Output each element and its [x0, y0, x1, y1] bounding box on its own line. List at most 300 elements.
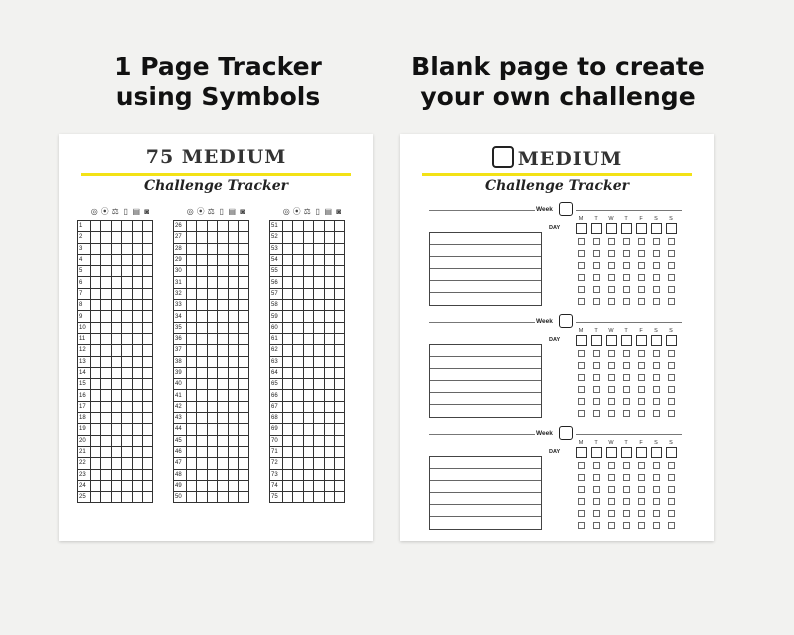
check-cell[interactable] — [303, 446, 313, 457]
check-cell[interactable] — [122, 356, 132, 367]
check-cell[interactable] — [228, 356, 238, 367]
check-cell[interactable] — [142, 424, 152, 435]
check-cell[interactable] — [101, 345, 111, 356]
check-cell[interactable] — [283, 311, 293, 322]
check-cell[interactable] — [228, 266, 238, 277]
check-cell[interactable] — [218, 413, 228, 424]
check-cell[interactable] — [111, 458, 121, 469]
habit-checkbox[interactable] — [638, 510, 645, 517]
habit-checkbox[interactable] — [668, 386, 675, 393]
check-cell[interactable] — [283, 458, 293, 469]
habit-line[interactable] — [430, 369, 541, 381]
check-cell[interactable] — [283, 300, 293, 311]
check-cell[interactable] — [303, 413, 313, 424]
check-cell[interactable] — [197, 311, 207, 322]
check-cell[interactable] — [293, 424, 303, 435]
habit-checkbox[interactable] — [608, 238, 615, 245]
check-cell[interactable] — [314, 356, 324, 367]
check-cell[interactable] — [142, 356, 152, 367]
check-cell[interactable] — [197, 221, 207, 232]
check-cell[interactable] — [228, 469, 238, 480]
check-cell[interactable] — [91, 311, 101, 322]
check-cell[interactable] — [228, 311, 238, 322]
habit-checkbox[interactable] — [638, 374, 645, 381]
check-cell[interactable] — [207, 288, 217, 299]
check-cell[interactable] — [324, 277, 334, 288]
check-cell[interactable] — [283, 288, 293, 299]
check-cell[interactable] — [314, 311, 324, 322]
check-cell[interactable] — [91, 469, 101, 480]
check-cell[interactable] — [283, 435, 293, 446]
check-cell[interactable] — [238, 311, 248, 322]
check-cell[interactable] — [314, 367, 324, 378]
habit-line[interactable] — [430, 357, 541, 369]
check-cell[interactable] — [101, 254, 111, 265]
check-cell[interactable] — [91, 446, 101, 457]
day-number-box[interactable] — [666, 447, 677, 458]
check-cell[interactable] — [197, 345, 207, 356]
check-cell[interactable] — [187, 435, 197, 446]
check-cell[interactable] — [283, 356, 293, 367]
habit-line[interactable] — [430, 405, 541, 416]
check-cell[interactable] — [187, 333, 197, 344]
habit-checkbox[interactable] — [608, 410, 615, 417]
habit-checkbox[interactable] — [653, 462, 660, 469]
check-cell[interactable] — [142, 413, 152, 424]
check-cell[interactable] — [122, 266, 132, 277]
check-cell[interactable] — [334, 435, 344, 446]
check-cell[interactable] — [293, 254, 303, 265]
habit-line[interactable] — [430, 457, 541, 469]
check-cell[interactable] — [101, 413, 111, 424]
check-cell[interactable] — [122, 322, 132, 333]
check-cell[interactable] — [122, 390, 132, 401]
check-cell[interactable] — [324, 469, 334, 480]
check-cell[interactable] — [228, 458, 238, 469]
check-cell[interactable] — [218, 379, 228, 390]
check-cell[interactable] — [187, 311, 197, 322]
check-cell[interactable] — [324, 288, 334, 299]
check-cell[interactable] — [122, 311, 132, 322]
check-cell[interactable] — [228, 322, 238, 333]
check-cell[interactable] — [334, 492, 344, 503]
check-cell[interactable] — [132, 367, 142, 378]
check-cell[interactable] — [91, 333, 101, 344]
habit-checkbox[interactable] — [608, 350, 615, 357]
habit-line[interactable] — [430, 257, 541, 269]
check-cell[interactable] — [101, 390, 111, 401]
check-cell[interactable] — [132, 232, 142, 243]
habit-line[interactable] — [430, 481, 541, 493]
check-cell[interactable] — [334, 401, 344, 412]
check-cell[interactable] — [218, 300, 228, 311]
check-cell[interactable] — [218, 356, 228, 367]
check-cell[interactable] — [334, 243, 344, 254]
check-cell[interactable] — [111, 367, 121, 378]
day-number-box[interactable] — [636, 223, 647, 234]
week-number-box[interactable] — [559, 426, 573, 440]
habit-checkbox[interactable] — [593, 474, 600, 481]
check-cell[interactable] — [132, 322, 142, 333]
check-cell[interactable] — [293, 480, 303, 491]
check-cell[interactable] — [228, 345, 238, 356]
day-number-box[interactable] — [576, 335, 587, 346]
check-cell[interactable] — [314, 379, 324, 390]
check-cell[interactable] — [228, 424, 238, 435]
check-cell[interactable] — [207, 232, 217, 243]
check-cell[interactable] — [334, 379, 344, 390]
check-cell[interactable] — [142, 277, 152, 288]
habit-checkbox[interactable] — [608, 250, 615, 257]
habit-line[interactable] — [430, 233, 541, 245]
check-cell[interactable] — [91, 492, 101, 503]
check-cell[interactable] — [314, 390, 324, 401]
habit-checkbox[interactable] — [593, 298, 600, 305]
check-cell[interactable] — [293, 311, 303, 322]
check-cell[interactable] — [111, 266, 121, 277]
check-cell[interactable] — [101, 333, 111, 344]
check-cell[interactable] — [187, 232, 197, 243]
check-cell[interactable] — [142, 390, 152, 401]
check-cell[interactable] — [218, 367, 228, 378]
check-cell[interactable] — [324, 480, 334, 491]
check-cell[interactable] — [101, 221, 111, 232]
check-cell[interactable] — [228, 446, 238, 457]
habit-checkbox[interactable] — [608, 522, 615, 529]
check-cell[interactable] — [207, 401, 217, 412]
check-cell[interactable] — [132, 300, 142, 311]
check-cell[interactable] — [197, 266, 207, 277]
check-cell[interactable] — [293, 492, 303, 503]
habit-checkbox[interactable] — [578, 262, 585, 269]
check-cell[interactable] — [238, 243, 248, 254]
check-cell[interactable] — [132, 424, 142, 435]
check-cell[interactable] — [111, 254, 121, 265]
check-cell[interactable] — [238, 435, 248, 446]
check-cell[interactable] — [228, 401, 238, 412]
habit-checkbox[interactable] — [593, 362, 600, 369]
check-cell[interactable] — [314, 243, 324, 254]
habit-checkbox[interactable] — [578, 474, 585, 481]
check-cell[interactable] — [142, 322, 152, 333]
check-cell[interactable] — [207, 480, 217, 491]
habit-checkbox[interactable] — [653, 398, 660, 405]
day-number-box[interactable] — [666, 223, 677, 234]
habit-checkbox[interactable] — [623, 386, 630, 393]
check-cell[interactable] — [218, 254, 228, 265]
check-cell[interactable] — [334, 221, 344, 232]
check-cell[interactable] — [91, 435, 101, 446]
check-cell[interactable] — [132, 345, 142, 356]
check-cell[interactable] — [218, 266, 228, 277]
check-cell[interactable] — [122, 379, 132, 390]
habit-checkbox[interactable] — [608, 274, 615, 281]
check-cell[interactable] — [293, 221, 303, 232]
check-cell[interactable] — [207, 390, 217, 401]
check-cell[interactable] — [187, 322, 197, 333]
check-cell[interactable] — [187, 288, 197, 299]
check-cell[interactable] — [122, 300, 132, 311]
habit-checkbox[interactable] — [623, 398, 630, 405]
check-cell[interactable] — [122, 458, 132, 469]
check-cell[interactable] — [314, 322, 324, 333]
check-cell[interactable] — [132, 356, 142, 367]
habit-checkbox[interactable] — [638, 298, 645, 305]
habit-checkbox[interactable] — [593, 510, 600, 517]
check-cell[interactable] — [122, 401, 132, 412]
habit-checkbox[interactable] — [653, 374, 660, 381]
check-cell[interactable] — [283, 446, 293, 457]
check-cell[interactable] — [228, 492, 238, 503]
check-cell[interactable] — [111, 480, 121, 491]
check-cell[interactable] — [334, 333, 344, 344]
check-cell[interactable] — [314, 424, 324, 435]
check-cell[interactable] — [324, 458, 334, 469]
habit-line[interactable] — [430, 293, 541, 304]
check-cell[interactable] — [324, 401, 334, 412]
habit-checkbox[interactable] — [623, 362, 630, 369]
check-cell[interactable] — [228, 333, 238, 344]
check-cell[interactable] — [293, 435, 303, 446]
check-cell[interactable] — [187, 413, 197, 424]
check-cell[interactable] — [132, 401, 142, 412]
check-cell[interactable] — [187, 300, 197, 311]
check-cell[interactable] — [122, 345, 132, 356]
check-cell[interactable] — [207, 424, 217, 435]
check-cell[interactable] — [334, 446, 344, 457]
check-cell[interactable] — [197, 424, 207, 435]
check-cell[interactable] — [334, 300, 344, 311]
check-cell[interactable] — [207, 379, 217, 390]
habit-checkbox[interactable] — [653, 274, 660, 281]
check-cell[interactable] — [111, 322, 121, 333]
check-cell[interactable] — [122, 413, 132, 424]
check-cell[interactable] — [314, 446, 324, 457]
check-cell[interactable] — [303, 390, 313, 401]
check-cell[interactable] — [293, 300, 303, 311]
check-cell[interactable] — [314, 254, 324, 265]
check-cell[interactable] — [197, 446, 207, 457]
habit-checkbox[interactable] — [653, 238, 660, 245]
habit-checkbox[interactable] — [668, 362, 675, 369]
check-cell[interactable] — [132, 266, 142, 277]
habit-checkbox[interactable] — [578, 462, 585, 469]
check-cell[interactable] — [218, 345, 228, 356]
habit-line[interactable] — [430, 345, 541, 357]
check-cell[interactable] — [218, 333, 228, 344]
check-cell[interactable] — [314, 232, 324, 243]
check-cell[interactable] — [132, 333, 142, 344]
week-number-box[interactable] — [559, 314, 573, 328]
check-cell[interactable] — [303, 277, 313, 288]
habit-checkbox[interactable] — [638, 410, 645, 417]
check-cell[interactable] — [218, 401, 228, 412]
habit-checkbox[interactable] — [593, 286, 600, 293]
habit-checkbox[interactable] — [668, 486, 675, 493]
check-cell[interactable] — [218, 469, 228, 480]
check-cell[interactable] — [197, 254, 207, 265]
check-cell[interactable] — [91, 390, 101, 401]
check-cell[interactable] — [218, 435, 228, 446]
check-cell[interactable] — [142, 311, 152, 322]
check-cell[interactable] — [303, 458, 313, 469]
habit-checkbox[interactable] — [593, 398, 600, 405]
check-cell[interactable] — [228, 480, 238, 491]
habit-lines[interactable] — [429, 232, 542, 306]
check-cell[interactable] — [132, 221, 142, 232]
check-cell[interactable] — [238, 288, 248, 299]
check-cell[interactable] — [218, 480, 228, 491]
habit-checkbox[interactable] — [668, 274, 675, 281]
check-cell[interactable] — [218, 243, 228, 254]
habit-checkbox[interactable] — [638, 486, 645, 493]
check-cell[interactable] — [111, 492, 121, 503]
check-cell[interactable] — [238, 401, 248, 412]
check-cell[interactable] — [187, 469, 197, 480]
check-cell[interactable] — [101, 435, 111, 446]
habit-line[interactable] — [430, 393, 541, 405]
check-cell[interactable] — [283, 221, 293, 232]
check-cell[interactable] — [187, 221, 197, 232]
check-cell[interactable] — [303, 232, 313, 243]
check-cell[interactable] — [228, 232, 238, 243]
habit-checkbox[interactable] — [653, 286, 660, 293]
check-cell[interactable] — [293, 266, 303, 277]
day-number-box[interactable] — [591, 223, 602, 234]
check-cell[interactable] — [293, 345, 303, 356]
check-cell[interactable] — [142, 480, 152, 491]
check-cell[interactable] — [218, 311, 228, 322]
check-cell[interactable] — [142, 254, 152, 265]
check-cell[interactable] — [334, 266, 344, 277]
check-cell[interactable] — [228, 300, 238, 311]
habit-checkbox[interactable] — [668, 474, 675, 481]
check-cell[interactable] — [187, 356, 197, 367]
check-cell[interactable] — [218, 221, 228, 232]
check-cell[interactable] — [324, 232, 334, 243]
check-cell[interactable] — [187, 458, 197, 469]
check-cell[interactable] — [238, 367, 248, 378]
check-cell[interactable] — [101, 322, 111, 333]
check-cell[interactable] — [283, 390, 293, 401]
habit-checkbox[interactable] — [593, 462, 600, 469]
check-cell[interactable] — [314, 288, 324, 299]
habit-checkbox[interactable] — [653, 510, 660, 517]
check-cell[interactable] — [187, 266, 197, 277]
check-cell[interactable] — [122, 424, 132, 435]
check-cell[interactable] — [303, 266, 313, 277]
check-cell[interactable] — [314, 333, 324, 344]
check-cell[interactable] — [187, 401, 197, 412]
habit-checkbox[interactable] — [638, 274, 645, 281]
day-number-box[interactable] — [636, 447, 647, 458]
check-cell[interactable] — [187, 446, 197, 457]
habit-checkbox[interactable] — [623, 410, 630, 417]
check-cell[interactable] — [101, 277, 111, 288]
day-number-box[interactable] — [621, 335, 632, 346]
check-cell[interactable] — [334, 277, 344, 288]
habit-checkbox[interactable] — [638, 398, 645, 405]
check-cell[interactable] — [187, 480, 197, 491]
check-cell[interactable] — [334, 480, 344, 491]
check-cell[interactable] — [293, 469, 303, 480]
check-cell[interactable] — [111, 232, 121, 243]
check-cell[interactable] — [122, 435, 132, 446]
check-cell[interactable] — [218, 492, 228, 503]
check-cell[interactable] — [293, 333, 303, 344]
check-cell[interactable] — [334, 390, 344, 401]
check-cell[interactable] — [91, 480, 101, 491]
check-cell[interactable] — [142, 401, 152, 412]
habit-checkbox[interactable] — [593, 374, 600, 381]
check-cell[interactable] — [334, 367, 344, 378]
check-cell[interactable] — [283, 322, 293, 333]
habit-checkbox[interactable] — [623, 350, 630, 357]
check-cell[interactable] — [197, 277, 207, 288]
check-cell[interactable] — [238, 345, 248, 356]
check-cell[interactable] — [303, 333, 313, 344]
habit-checkbox[interactable] — [668, 398, 675, 405]
check-cell[interactable] — [207, 435, 217, 446]
check-cell[interactable] — [122, 469, 132, 480]
check-cell[interactable] — [293, 288, 303, 299]
check-cell[interactable] — [238, 480, 248, 491]
habit-checkbox[interactable] — [578, 286, 585, 293]
check-cell[interactable] — [324, 435, 334, 446]
check-cell[interactable] — [334, 345, 344, 356]
check-cell[interactable] — [324, 333, 334, 344]
habit-checkbox[interactable] — [638, 386, 645, 393]
check-cell[interactable] — [111, 390, 121, 401]
check-cell[interactable] — [228, 221, 238, 232]
check-cell[interactable] — [122, 333, 132, 344]
check-cell[interactable] — [187, 367, 197, 378]
check-cell[interactable] — [314, 300, 324, 311]
habit-checkbox[interactable] — [653, 410, 660, 417]
check-cell[interactable] — [142, 333, 152, 344]
habit-checkbox[interactable] — [578, 398, 585, 405]
check-cell[interactable] — [324, 243, 334, 254]
habit-line[interactable] — [430, 517, 541, 528]
check-cell[interactable] — [334, 322, 344, 333]
day-number-box[interactable] — [606, 223, 617, 234]
habit-line[interactable] — [430, 493, 541, 505]
check-cell[interactable] — [101, 288, 111, 299]
habit-checkbox[interactable] — [653, 262, 660, 269]
check-cell[interactable] — [197, 469, 207, 480]
habit-line[interactable] — [430, 505, 541, 517]
habit-checkbox[interactable] — [638, 362, 645, 369]
check-cell[interactable] — [303, 345, 313, 356]
habit-checkbox[interactable] — [578, 498, 585, 505]
check-cell[interactable] — [132, 469, 142, 480]
habit-checkbox[interactable] — [578, 522, 585, 529]
check-cell[interactable] — [142, 221, 152, 232]
check-cell[interactable] — [207, 469, 217, 480]
check-cell[interactable] — [303, 322, 313, 333]
habit-lines[interactable] — [429, 344, 542, 418]
habit-checkbox[interactable] — [638, 250, 645, 257]
check-cell[interactable] — [334, 311, 344, 322]
check-cell[interactable] — [228, 288, 238, 299]
check-cell[interactable] — [142, 469, 152, 480]
check-cell[interactable] — [314, 345, 324, 356]
check-cell[interactable] — [91, 266, 101, 277]
check-cell[interactable] — [324, 345, 334, 356]
check-cell[interactable] — [91, 277, 101, 288]
check-cell[interactable] — [197, 379, 207, 390]
check-cell[interactable] — [238, 446, 248, 457]
